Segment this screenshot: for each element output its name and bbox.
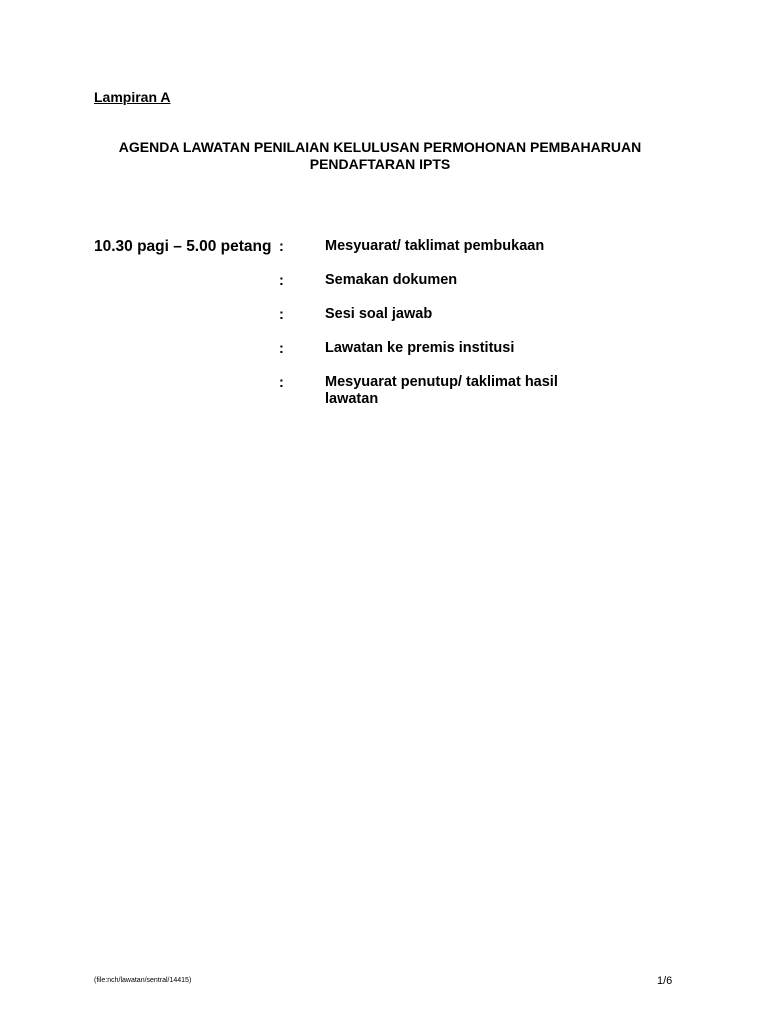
agenda-list	[94, 238, 694, 414]
agenda-item-text: Mesyuarat penutup/ taklimat hasil lawatan	[325, 374, 558, 407]
agenda-colon: :	[279, 375, 284, 391]
page-number: 1/6	[657, 975, 673, 987]
agenda-item-text: Semakan dokumen	[325, 272, 458, 288]
agenda-item-text: Lawatan ke premis institusi	[325, 340, 515, 356]
agenda-colon: :	[279, 341, 284, 357]
agenda-item-text: Mesyuarat/ taklimat pembukaan	[325, 238, 545, 254]
agenda-row	[94, 238, 694, 272]
agenda-time: 10.30 pagi – 5.00 petang	[94, 238, 272, 255]
attachment-label: Lampiran A	[94, 89, 171, 105]
agenda-row	[94, 272, 694, 306]
document-title-line-1: AGENDA LAWATAN PENILAIAN KELULUSAN PERMOHONAN PEMBAHARUAN	[118, 139, 642, 155]
agenda-row	[94, 340, 694, 374]
agenda-colon: :	[279, 239, 284, 255]
agenda-item-text: Sesi soal jawab	[325, 306, 433, 322]
file-reference: (file:nch/lawatan/sentral/14415)	[94, 977, 192, 984]
document-title-line-2: PENDAFTARAN IPTS	[309, 156, 451, 172]
agenda-colon: :	[279, 273, 284, 289]
agenda-row	[94, 306, 694, 340]
agenda-colon: :	[279, 307, 284, 323]
agenda-row	[94, 374, 694, 414]
